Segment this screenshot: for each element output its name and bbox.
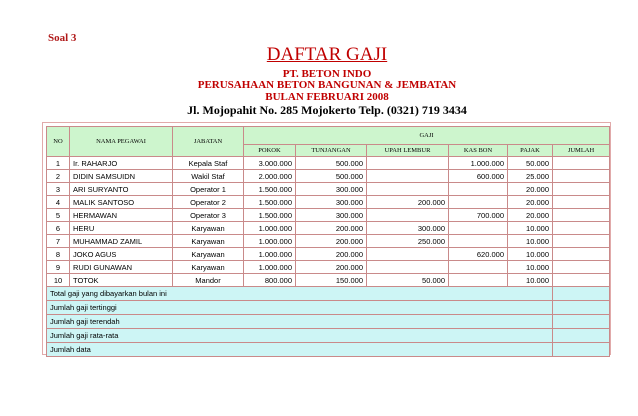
table-row bbox=[47, 157, 610, 170]
summary-row bbox=[47, 315, 610, 329]
summary-row bbox=[47, 343, 610, 357]
cell-kas-bon bbox=[449, 274, 508, 287]
cell-tunjangan: 300.000 bbox=[296, 209, 367, 222]
header-pajak: PAJAK bbox=[508, 145, 553, 157]
summary-label: Jumlah gaji tertinggi bbox=[47, 301, 553, 315]
cell-no: 5 bbox=[47, 209, 70, 222]
cell-kas-bon: 1.000.000 bbox=[449, 157, 508, 170]
cell-kas-bon: 600.000 bbox=[449, 170, 508, 183]
cell-tunjangan: 300.000 bbox=[296, 196, 367, 209]
cell-pajak: 20.000 bbox=[508, 183, 553, 196]
summary-label: Jumlah gaji terendah bbox=[47, 315, 553, 329]
cell-no: 8 bbox=[47, 248, 70, 261]
cell-kas-bon bbox=[449, 222, 508, 235]
cell-tunjangan: 200.000 bbox=[296, 261, 367, 274]
cell-nama: HERU bbox=[70, 222, 173, 235]
header-no: NO bbox=[47, 127, 70, 157]
cell-nama: ARI SURYANTO bbox=[70, 183, 173, 196]
soal-label: Soal 3 bbox=[48, 32, 77, 44]
address: Jl. Mojopahit No. 285 Mojokerto Telp. (0321) 719 3434 bbox=[187, 103, 467, 117]
header-kas-bon: KAS BON bbox=[449, 145, 508, 157]
cell-kas-bon bbox=[449, 235, 508, 248]
summary-value bbox=[553, 287, 610, 301]
cell-jumlah bbox=[553, 222, 610, 235]
header-jumlah: JUMLAH bbox=[553, 145, 610, 157]
cell-pajak: 25.000 bbox=[508, 170, 553, 183]
cell-pokok: 1.000.000 bbox=[244, 222, 296, 235]
cell-tunjangan: 200.000 bbox=[296, 248, 367, 261]
cell-pajak: 20.000 bbox=[508, 209, 553, 222]
cell-no: 9 bbox=[47, 261, 70, 274]
cell-no: 3 bbox=[47, 183, 70, 196]
table-row bbox=[47, 183, 610, 196]
cell-no: 10 bbox=[47, 274, 70, 287]
table-body bbox=[47, 157, 610, 357]
cell-jabatan: Karyawan bbox=[173, 261, 244, 274]
cell-nama: MUHAMMAD ZAMIL bbox=[70, 235, 173, 248]
cell-no: 1 bbox=[47, 157, 70, 170]
header-upah-lembur: UPAH LEMBUR bbox=[367, 145, 449, 157]
cell-jumlah bbox=[553, 170, 610, 183]
cell-jumlah bbox=[553, 248, 610, 261]
summary-row bbox=[47, 301, 610, 315]
cell-upah-lembur bbox=[367, 248, 449, 261]
cell-pokok: 1.500.000 bbox=[244, 183, 296, 196]
cell-jabatan: Karyawan bbox=[173, 248, 244, 261]
cell-tunjangan: 500.000 bbox=[296, 157, 367, 170]
cell-jumlah bbox=[553, 183, 610, 196]
cell-kas-bon bbox=[449, 261, 508, 274]
table-row bbox=[47, 274, 610, 287]
cell-pokok: 1.000.000 bbox=[244, 235, 296, 248]
cell-upah-lembur bbox=[367, 157, 449, 170]
cell-upah-lembur: 300.000 bbox=[367, 222, 449, 235]
cell-jabatan: Karyawan bbox=[173, 235, 244, 248]
cell-jabatan: Wakil Staf bbox=[173, 170, 244, 183]
summary-row bbox=[47, 329, 610, 343]
header-nama: NAMA PEGAWAI bbox=[70, 127, 173, 157]
page-title: DAFTAR GAJI bbox=[266, 44, 388, 65]
cell-nama: HERMAWAN bbox=[70, 209, 173, 222]
cell-nama: JOKO AGUS bbox=[70, 248, 173, 261]
cell-upah-lembur bbox=[367, 209, 449, 222]
cell-pajak: 10.000 bbox=[508, 235, 553, 248]
cell-no: 4 bbox=[47, 196, 70, 209]
cell-jabatan: Karyawan bbox=[173, 222, 244, 235]
cell-tunjangan: 200.000 bbox=[296, 222, 367, 235]
cell-pokok: 2.000.000 bbox=[244, 170, 296, 183]
header-tunjangan: TUNJANGAN bbox=[296, 145, 367, 157]
cell-upah-lembur: 250.000 bbox=[367, 235, 449, 248]
table-row bbox=[47, 170, 610, 183]
cell-pokok: 800.000 bbox=[244, 274, 296, 287]
cell-jabatan: Kepala Staf bbox=[173, 157, 244, 170]
table-row bbox=[47, 196, 610, 209]
cell-nama: Ir. RAHARJO bbox=[70, 157, 173, 170]
cell-nama: DIDIN SAMSUIDN bbox=[70, 170, 173, 183]
cell-jabatan: Operator 3 bbox=[173, 209, 244, 222]
cell-pokok: 1.500.000 bbox=[244, 196, 296, 209]
summary-label: Total gaji yang dibayarkan bulan ini bbox=[47, 287, 553, 301]
cell-kas-bon bbox=[449, 183, 508, 196]
cell-jabatan: Operator 1 bbox=[173, 183, 244, 196]
table-row bbox=[47, 222, 610, 235]
salary-table bbox=[46, 126, 610, 357]
cell-no: 7 bbox=[47, 235, 70, 248]
cell-pokok: 3.000.000 bbox=[244, 157, 296, 170]
cell-kas-bon: 700.000 bbox=[449, 209, 508, 222]
cell-jumlah bbox=[553, 274, 610, 287]
cell-jabatan: Operator 2 bbox=[173, 196, 244, 209]
cell-upah-lembur bbox=[367, 261, 449, 274]
cell-tunjangan: 500.000 bbox=[296, 170, 367, 183]
cell-pokok: 1.000.000 bbox=[244, 261, 296, 274]
cell-no: 6 bbox=[47, 222, 70, 235]
cell-nama: RUDI GUNAWAN bbox=[70, 261, 173, 274]
cell-jumlah bbox=[553, 157, 610, 170]
cell-pokok: 1.500.000 bbox=[244, 209, 296, 222]
period: BULAN FEBRUARI 2008 bbox=[265, 91, 389, 103]
company-name: PT. BETON INDO bbox=[282, 68, 372, 80]
cell-upah-lembur bbox=[367, 170, 449, 183]
summary-value bbox=[553, 315, 610, 329]
header-gaji: GAJI bbox=[244, 127, 610, 145]
cell-nama: MALIK SANTOSO bbox=[70, 196, 173, 209]
cell-pajak: 50.000 bbox=[508, 157, 553, 170]
cell-tunjangan: 200.000 bbox=[296, 235, 367, 248]
cell-pajak: 10.000 bbox=[508, 248, 553, 261]
cell-no: 2 bbox=[47, 170, 70, 183]
cell-pajak: 10.000 bbox=[508, 274, 553, 287]
table-row bbox=[47, 248, 610, 261]
cell-jumlah bbox=[553, 261, 610, 274]
header-pokok: POKOK bbox=[244, 145, 296, 157]
summary-label: Jumlah gaji rata-rata bbox=[47, 329, 553, 343]
cell-upah-lembur bbox=[367, 183, 449, 196]
cell-jumlah bbox=[553, 209, 610, 222]
cell-kas-bon bbox=[449, 196, 508, 209]
cell-jumlah bbox=[553, 235, 610, 248]
cell-kas-bon: 620.000 bbox=[449, 248, 508, 261]
summary-value bbox=[553, 343, 610, 357]
table-row bbox=[47, 209, 610, 222]
cell-upah-lembur: 50.000 bbox=[367, 274, 449, 287]
cell-tunjangan: 300.000 bbox=[296, 183, 367, 196]
summary-value bbox=[553, 301, 610, 315]
cell-pajak: 10.000 bbox=[508, 222, 553, 235]
table-row bbox=[47, 261, 610, 274]
company-description: PERUSAHAAN BETON BANGUNAN & JEMBATAN bbox=[197, 79, 457, 91]
cell-nama: TOTOK bbox=[70, 274, 173, 287]
cell-pajak: 20.000 bbox=[508, 196, 553, 209]
cell-upah-lembur: 200.000 bbox=[367, 196, 449, 209]
cell-jabatan: Mandor bbox=[173, 274, 244, 287]
cell-jumlah bbox=[553, 196, 610, 209]
summary-value bbox=[553, 329, 610, 343]
cell-pokok: 1.000.000 bbox=[244, 248, 296, 261]
summary-row bbox=[47, 287, 610, 301]
header-jabatan: JABATAN bbox=[173, 127, 244, 157]
table-row bbox=[47, 235, 610, 248]
summary-label: Jumlah data bbox=[47, 343, 553, 357]
cell-pajak: 10.000 bbox=[508, 261, 553, 274]
cell-tunjangan: 150.000 bbox=[296, 274, 367, 287]
